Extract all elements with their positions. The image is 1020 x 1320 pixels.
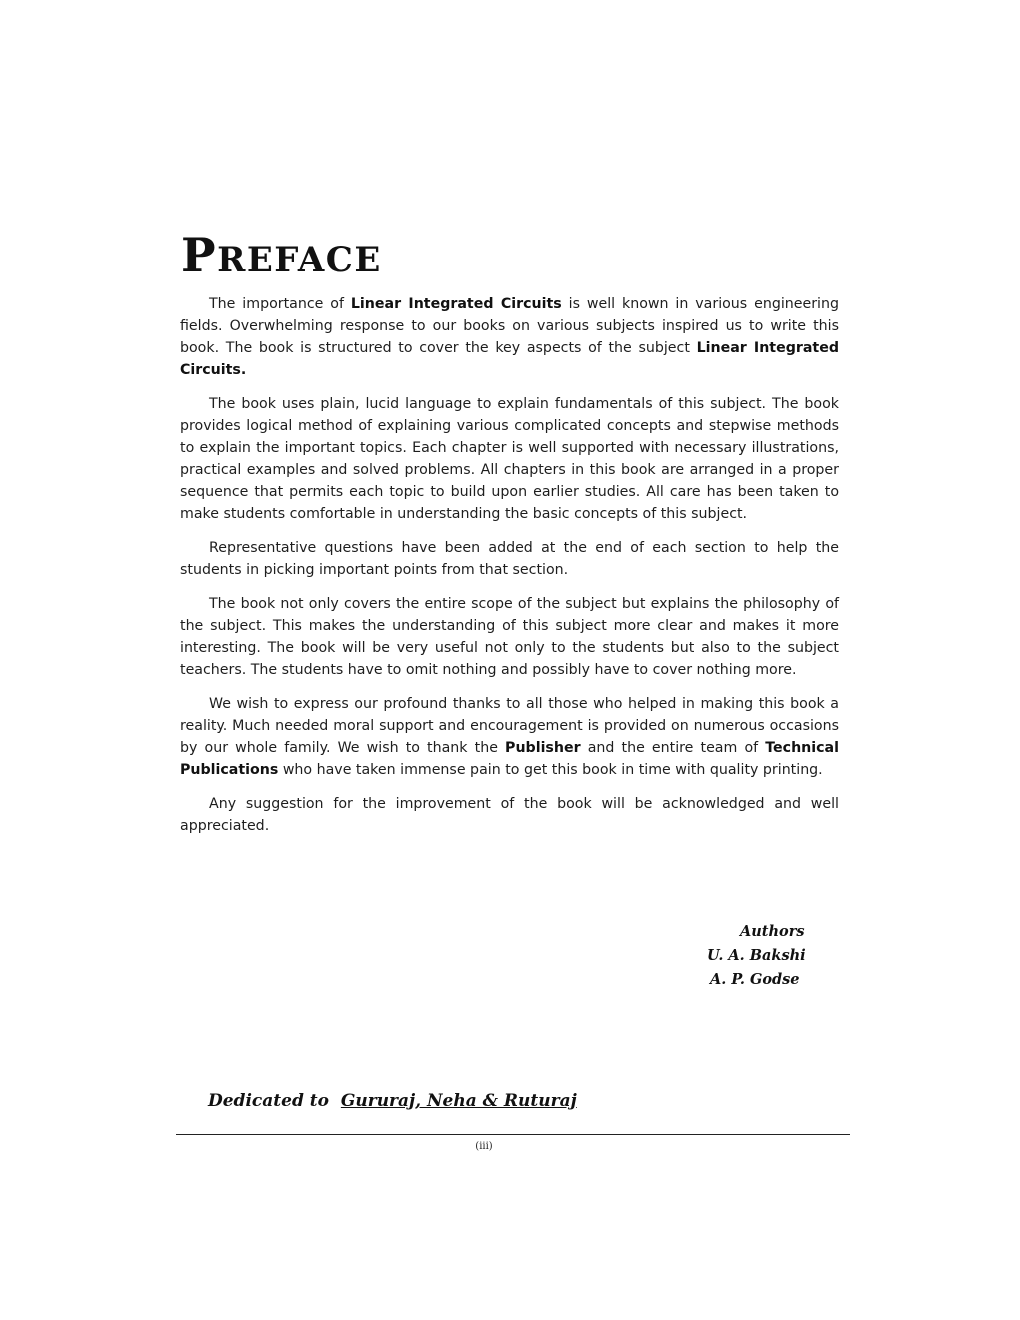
- preface-paragraph: [180, 593, 839, 681]
- dedication-line: [208, 1091, 577, 1111]
- preface-paragraph: [180, 537, 839, 581]
- author-name: U. A. Bakshi: [707, 947, 806, 964]
- dedication-prefix: Dedicated to: [208, 1091, 329, 1111]
- preface-body: [180, 293, 839, 849]
- bold-text: Technical Publications: [180, 740, 839, 778]
- preface-paragraph: [180, 693, 839, 781]
- author-name: A. P. Godse: [710, 971, 800, 988]
- preface-paragraph: [180, 793, 839, 837]
- paragraph-text: The book uses plain, lucid language to explain fundamentals of this subject. The book provides logical method of explaining various complicated concepts and stepwise methods to explain the important topics. Each chapter is well supported with necessary illustrations, practical examples and solved problems. All chapters in this book are arranged in a proper sequence that permits each topic to build upon earlier studies. All care has been taken to make students comfortable in understanding the basic concepts of this subject.: [180, 396, 839, 522]
- paragraph-text: The book not only covers the entire scope of the subject but explains the philosophy of the subject. This makes the understanding of this subject more clear and makes it more interesting. The book will be very useful not only to the students but also to the subject teachers. The students have to omit nothing and possibly have to cover nothing more.: [180, 596, 839, 678]
- page-title: [181, 228, 382, 282]
- title-rest: REFACE: [217, 240, 382, 280]
- authors-heading: Authors: [740, 923, 805, 940]
- page-number: (iii): [475, 1141, 493, 1152]
- title-first-letter: P: [181, 228, 218, 282]
- bold-text: Linear Integrated Circuits.: [180, 340, 839, 378]
- bold-text: Publisher: [505, 740, 581, 756]
- preface-paragraph: [180, 293, 839, 381]
- paragraph-text: Any suggestion for the improvement of the book will be acknowledged and well appreciated.: [180, 796, 839, 834]
- paragraph-text: Representative questions have been added at the end of each section to help the students in picking important points from that section.: [180, 540, 839, 578]
- paragraph-text: is well known in various engineering fields. Overwhelming response to our books on various subjects inspired us to write this book. The book is structured to cover the key aspects of the subject: [180, 296, 839, 356]
- preface-paragraph: [180, 393, 839, 525]
- paragraph-text: and the entire team of: [580, 740, 766, 756]
- bold-text: Linear Integrated Circuits: [350, 296, 562, 312]
- footer-rule: [176, 1134, 850, 1135]
- paragraph-text: We wish to express our profound thanks to all those who helped in making this book a reality. Much needed moral support and encouragement is provided on numerous occasions by our whole family. We wish to thank the: [180, 696, 839, 756]
- authors-signature: [700, 920, 820, 992]
- paragraph-text: who have taken immense pain to get this book in time with quality printing.: [278, 762, 823, 778]
- paragraph-text: The importance of: [209, 296, 351, 312]
- dedication-names: Gururaj, Neha & Ruturaj: [340, 1091, 577, 1111]
